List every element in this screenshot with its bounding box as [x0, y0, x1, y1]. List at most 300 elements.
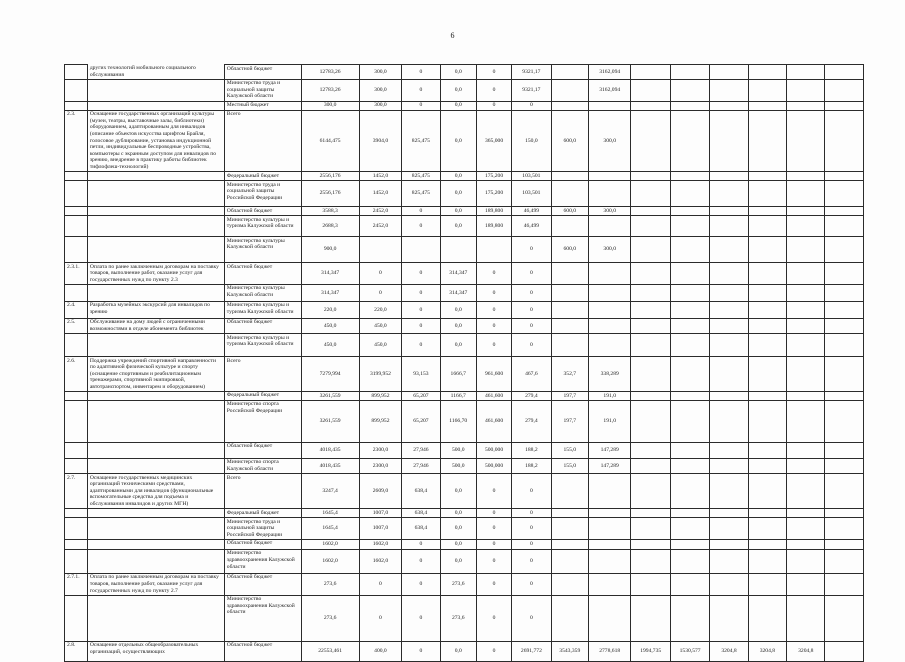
amount-cell: 0,0 [440, 509, 476, 518]
amount-cell [825, 595, 864, 641]
amount-cell [825, 79, 864, 101]
item-code-cell [65, 334, 88, 357]
amount-cell [748, 549, 786, 573]
amount-cell: 46,499 [512, 207, 551, 216]
funding-source-cell: Федеральный бюджет [224, 391, 301, 400]
amount-cell: 0,0 [440, 207, 476, 216]
amount-cell [825, 518, 864, 540]
amount-cell: 191,0 [588, 391, 631, 400]
item-code-cell: 2.4. [65, 301, 88, 318]
amount-cell [588, 509, 631, 518]
amount-cell [825, 458, 864, 473]
amount-cell: 197,7 [551, 391, 588, 400]
amount-cell [670, 79, 709, 101]
amount-cell [670, 216, 709, 237]
amount-cell: 3261,559 [301, 391, 359, 400]
amount-cell [787, 207, 825, 216]
amount-cell [670, 474, 709, 509]
amount-cell [825, 216, 864, 237]
amount-cell: 825,475 [402, 181, 440, 207]
amount-cell: 500,000 [476, 458, 511, 473]
funding-source-cell: Областной бюджет [224, 207, 301, 216]
measure-description-cell [87, 181, 224, 207]
funding-source-cell: Министерство культуры и туризма Калужской области [224, 216, 301, 237]
amount-cell: 450,0 [359, 318, 402, 333]
amount-cell [748, 442, 786, 458]
amount-cell: 197,7 [551, 400, 588, 442]
amount-cell: 461,600 [476, 400, 511, 442]
measure-description-cell [87, 391, 224, 400]
amount-cell: 0 [359, 573, 402, 595]
amount-cell [631, 237, 670, 263]
measure-description-cell [87, 216, 224, 237]
amount-cell [748, 400, 786, 442]
amount-cell: 0 [512, 509, 551, 518]
item-code-cell [65, 216, 88, 237]
table-row [65, 65, 864, 80]
measure-description-cell [87, 334, 224, 357]
amount-cell: 300,0 [301, 101, 359, 110]
table-row [65, 216, 864, 237]
amount-cell: 0 [512, 318, 551, 333]
amount-cell: 3904,0 [359, 110, 402, 171]
amount-cell [787, 518, 825, 540]
amount-cell [670, 284, 709, 301]
amount-cell [670, 263, 709, 285]
funding-source-cell: Министерство труда и социальной защиты Российской Федерации [224, 518, 301, 540]
funding-source-cell: Министерство культуры и туризма Калужской области [224, 334, 301, 357]
amount-cell: 2556,176 [301, 181, 359, 207]
amount-cell: 0 [512, 549, 551, 573]
measure-description-cell: Поддержка учреждений спортивной направленности по адаптивной физической культуре и спорту (оснащение спортивным и реабилитационным тренажерами, спортивной экипировкой, автотранспортом, инвентарем и оборудованием) [87, 357, 224, 392]
amount-cell [787, 458, 825, 473]
amount-cell [710, 400, 748, 442]
amount-cell: 638,4 [402, 509, 440, 518]
table-row [65, 318, 864, 333]
amount-cell [631, 301, 670, 318]
measure-description-cell: Обслуживание на дому людей с ограниченными возможностями в отделе абонемента библиотек [87, 318, 224, 333]
amount-cell [551, 573, 588, 595]
table-row [65, 263, 864, 285]
amount-cell [670, 172, 709, 181]
amount-cell: 0,0 [440, 334, 476, 357]
amount-cell: 0 [402, 301, 440, 318]
amount-cell: 0,0 [440, 549, 476, 573]
amount-cell: 899,952 [359, 400, 402, 442]
amount-cell: 300,0 [359, 65, 402, 80]
amount-cell [787, 442, 825, 458]
amount-cell [825, 101, 864, 110]
amount-cell: 0 [512, 595, 551, 641]
amount-cell: 3204,8 [787, 641, 825, 661]
amount-cell [551, 216, 588, 237]
amount-cell [670, 400, 709, 442]
table-row [65, 458, 864, 473]
amount-cell [670, 442, 709, 458]
amount-cell [748, 172, 786, 181]
amount-cell: 1602,0 [301, 549, 359, 573]
amount-cell [551, 65, 588, 80]
amount-cell: 0 [402, 549, 440, 573]
amount-cell [710, 237, 748, 263]
amount-cell [710, 181, 748, 207]
amount-cell: 279,4 [512, 391, 551, 400]
item-code-cell [65, 65, 88, 80]
table-row [65, 110, 864, 171]
amount-cell: 0,0 [440, 216, 476, 237]
table-row [65, 391, 864, 400]
measure-description-cell: Оснащение отдельных общеобразовательных организаций, осуществляющих [87, 641, 224, 661]
amount-cell: 0 [512, 237, 551, 263]
amount-cell [787, 318, 825, 333]
amount-cell [588, 181, 631, 207]
amount-cell: 0 [512, 301, 551, 318]
amount-cell: 273,6 [301, 573, 359, 595]
funding-source-cell: Федеральный бюджет [224, 509, 301, 518]
amount-cell [825, 318, 864, 333]
amount-cell [710, 101, 748, 110]
amount-cell: 0 [512, 518, 551, 540]
amount-cell [588, 301, 631, 318]
amount-cell: 3543,359 [551, 641, 588, 661]
amount-cell: 2556,176 [301, 172, 359, 181]
item-code-cell [65, 101, 88, 110]
amount-cell: 0 [402, 207, 440, 216]
amount-cell [359, 237, 402, 263]
amount-cell: 0 [402, 641, 440, 661]
item-code-cell [65, 509, 88, 518]
amount-cell [402, 237, 440, 263]
amount-cell [670, 539, 709, 549]
item-code-cell: 2.5. [65, 318, 88, 333]
amount-cell: 0 [476, 318, 511, 333]
amount-cell: 0 [512, 284, 551, 301]
amount-cell [787, 237, 825, 263]
amount-cell: 500,0 [440, 442, 476, 458]
amount-cell [670, 237, 709, 263]
amount-cell [551, 539, 588, 549]
amount-cell: 400,0 [359, 641, 402, 661]
amount-cell [748, 101, 786, 110]
amount-cell [710, 539, 748, 549]
amount-cell: 638,4 [402, 518, 440, 540]
item-code-cell [65, 458, 88, 473]
amount-cell [670, 301, 709, 318]
amount-cell [631, 216, 670, 237]
table-row [65, 301, 864, 318]
amount-cell [631, 284, 670, 301]
table-row [65, 172, 864, 181]
amount-cell: 500,000 [476, 442, 511, 458]
amount-cell [670, 110, 709, 171]
amount-cell: 155,0 [551, 442, 588, 458]
amount-cell: 300,0 [359, 101, 402, 110]
amount-cell [631, 65, 670, 80]
amount-cell [787, 595, 825, 641]
amount-cell [710, 216, 748, 237]
amount-cell: 7279,994 [301, 357, 359, 392]
table-row [65, 207, 864, 216]
amount-cell [588, 474, 631, 509]
amount-cell: 600,0 [551, 110, 588, 171]
item-code-cell [65, 442, 88, 458]
amount-cell [748, 334, 786, 357]
amount-cell: 450,0 [301, 334, 359, 357]
amount-cell [825, 391, 864, 400]
measure-description-cell [87, 595, 224, 641]
amount-cell [825, 334, 864, 357]
amount-cell: 0,0 [440, 641, 476, 661]
item-code-cell [65, 539, 88, 549]
amount-cell: 1452,0 [359, 181, 402, 207]
amount-cell: 3204,8 [748, 641, 786, 661]
amount-cell: 0 [476, 539, 511, 549]
amount-cell [825, 263, 864, 285]
amount-cell: 467,6 [512, 357, 551, 392]
funding-source-cell: Министерство культуры Калужской области [224, 284, 301, 301]
amount-cell [588, 284, 631, 301]
amount-cell [476, 237, 511, 263]
amount-cell: 0 [359, 263, 402, 285]
amount-cell [787, 181, 825, 207]
item-code-cell [65, 518, 88, 540]
amount-cell [588, 518, 631, 540]
amount-cell: 0,0 [440, 474, 476, 509]
amount-cell: 899,952 [359, 391, 402, 400]
amount-cell: 0 [402, 263, 440, 285]
page-number: 6 [450, 31, 455, 40]
amount-cell: 314,347 [440, 263, 476, 285]
amount-cell [787, 79, 825, 101]
amount-cell: 188,2 [512, 442, 551, 458]
amount-cell [748, 181, 786, 207]
funding-source-cell: Областной бюджет [224, 65, 301, 80]
measure-description-cell: Оплата по ранее заключенным договорам на поставку товаров, выполнение работ, оказание услуг для государственных нужд по пункту 2.7 [87, 573, 224, 595]
amount-cell [748, 318, 786, 333]
amount-cell [588, 318, 631, 333]
table-row [65, 181, 864, 207]
amount-cell [631, 400, 670, 442]
table-row [65, 79, 864, 101]
funding-source-cell: Министерство здравоохранения Калужской области [224, 549, 301, 573]
amount-cell [787, 101, 825, 110]
amount-cell [787, 539, 825, 549]
amount-cell: 0 [476, 65, 511, 80]
amount-cell: 1166,7 [440, 391, 476, 400]
amount-cell: 147,289 [588, 442, 631, 458]
item-code-cell [65, 207, 88, 216]
table-row [65, 357, 864, 392]
table-row [65, 334, 864, 357]
amount-cell [670, 101, 709, 110]
amount-cell [748, 595, 786, 641]
amount-cell: 3588,3 [301, 207, 359, 216]
amount-cell [710, 79, 748, 101]
amount-cell [631, 595, 670, 641]
amount-cell [710, 573, 748, 595]
amount-cell [670, 181, 709, 207]
amount-cell [825, 301, 864, 318]
funding-source-cell: Областной бюджет [224, 442, 301, 458]
amount-cell: 0 [359, 595, 402, 641]
amount-cell: 147,289 [588, 458, 631, 473]
amount-cell [631, 357, 670, 392]
amount-cell: 1530,577 [670, 641, 709, 661]
amount-cell: 450,0 [359, 334, 402, 357]
amount-cell [631, 458, 670, 473]
amount-cell [710, 518, 748, 540]
amount-cell [787, 263, 825, 285]
amount-cell: 1645,4 [301, 509, 359, 518]
amount-cell: 1007,0 [359, 518, 402, 540]
amount-cell: 27,946 [402, 442, 440, 458]
amount-cell [631, 263, 670, 285]
amount-cell [631, 79, 670, 101]
amount-cell: 300,0 [588, 207, 631, 216]
amount-cell [825, 549, 864, 573]
measure-description-cell [87, 549, 224, 573]
amount-cell [710, 549, 748, 573]
amount-cell [670, 334, 709, 357]
amount-cell [787, 65, 825, 80]
amount-cell: 0 [512, 101, 551, 110]
amount-cell: 46,499 [512, 216, 551, 237]
amount-cell: 2300,0 [359, 458, 402, 473]
amount-cell [710, 110, 748, 171]
item-code-cell [65, 79, 88, 101]
measure-description-cell: Разработка музейных экскурсий для инвалидов по зрению [87, 301, 224, 318]
amount-cell: 450,0 [301, 318, 359, 333]
amount-cell: 103,501 [512, 172, 551, 181]
amount-cell: 65,207 [402, 391, 440, 400]
amount-cell [825, 357, 864, 392]
amount-cell [710, 334, 748, 357]
amount-cell: 175,200 [476, 172, 511, 181]
amount-cell [631, 110, 670, 171]
amount-cell: 0 [402, 65, 440, 80]
amount-cell [551, 101, 588, 110]
measure-description-cell [87, 442, 224, 458]
amount-cell [748, 301, 786, 318]
amount-cell [825, 284, 864, 301]
amount-cell [710, 263, 748, 285]
funding-source-cell: Областной бюджет [224, 573, 301, 595]
amount-cell [588, 549, 631, 573]
amount-cell: 0,0 [440, 181, 476, 207]
funding-source-cell: Всего [224, 474, 301, 509]
amount-cell [631, 181, 670, 207]
amount-cell [670, 391, 709, 400]
amount-cell: 314,347 [301, 284, 359, 301]
amount-cell: 2609,0 [359, 474, 402, 509]
amount-cell [787, 334, 825, 357]
amount-cell: 1452,0 [359, 172, 402, 181]
amount-cell [588, 172, 631, 181]
item-code-cell [65, 181, 88, 207]
funding-source-cell: Министерство здравоохранения Калужской области [224, 595, 301, 641]
amount-cell: 0 [476, 573, 511, 595]
amount-cell: 65,207 [402, 400, 440, 442]
amount-cell: 1666,7 [440, 357, 476, 392]
amount-cell [710, 172, 748, 181]
amount-cell [631, 391, 670, 400]
amount-cell: 150,0 [512, 110, 551, 171]
amount-cell: 0 [402, 284, 440, 301]
amount-cell [748, 458, 786, 473]
amount-cell [551, 318, 588, 333]
amount-cell: 0 [476, 101, 511, 110]
funding-source-cell: Министерство труда и социальной защиты Российской Федерации [224, 181, 301, 207]
item-code-cell [65, 237, 88, 263]
funding-source-cell: Областной бюджет [224, 539, 301, 549]
amount-cell: 191,0 [588, 400, 631, 442]
amount-cell [631, 573, 670, 595]
amount-cell: 2452,0 [359, 216, 402, 237]
measure-description-cell [87, 400, 224, 442]
amount-cell [787, 509, 825, 518]
amount-cell: 900,0 [301, 237, 359, 263]
amount-cell [825, 207, 864, 216]
amount-cell [631, 172, 670, 181]
funding-source-cell: Министерство спорта Калужской области [224, 458, 301, 473]
amount-cell [710, 207, 748, 216]
amount-cell [670, 357, 709, 392]
amount-cell: 220,0 [301, 301, 359, 318]
amount-cell: 220,0 [359, 301, 402, 318]
item-code-cell [65, 400, 88, 442]
amount-cell: 0 [512, 539, 551, 549]
amount-cell [551, 172, 588, 181]
funding-source-cell: Министерство культуры и туризма Калужской области [224, 301, 301, 318]
item-code-cell [65, 172, 88, 181]
amount-cell: 314,347 [301, 263, 359, 285]
amount-cell: 273,6 [440, 573, 476, 595]
amount-cell [787, 573, 825, 595]
amount-cell: 352,7 [551, 357, 588, 392]
amount-cell [551, 284, 588, 301]
amount-cell [748, 391, 786, 400]
amount-cell [631, 539, 670, 549]
amount-cell: 300,0 [588, 237, 631, 263]
amount-cell [825, 65, 864, 80]
amount-cell [710, 509, 748, 518]
funding-source-cell: Министерство культуры Калужской области [224, 237, 301, 263]
amount-cell [670, 207, 709, 216]
amount-cell: 0 [402, 334, 440, 357]
funding-source-cell: Всего [224, 357, 301, 392]
amount-cell: 825,475 [402, 110, 440, 171]
amount-cell [748, 357, 786, 392]
amount-cell: 500,0 [440, 458, 476, 473]
amount-cell [748, 263, 786, 285]
amount-cell: 825,475 [402, 172, 440, 181]
amount-cell: 1602,0 [301, 539, 359, 549]
amount-cell: 0 [476, 474, 511, 509]
measure-description-cell [87, 284, 224, 301]
amount-cell [787, 216, 825, 237]
amount-cell [551, 301, 588, 318]
amount-cell: 300,0 [359, 79, 402, 101]
amount-cell: 1645,4 [301, 518, 359, 540]
amount-cell: 0 [359, 284, 402, 301]
amount-cell: 0 [512, 474, 551, 509]
amount-cell [710, 318, 748, 333]
budget-table-body [65, 65, 864, 662]
amount-cell: 22553,461 [301, 641, 359, 661]
amount-cell: 314,347 [440, 284, 476, 301]
amount-cell [551, 549, 588, 573]
amount-cell: 0,0 [440, 539, 476, 549]
